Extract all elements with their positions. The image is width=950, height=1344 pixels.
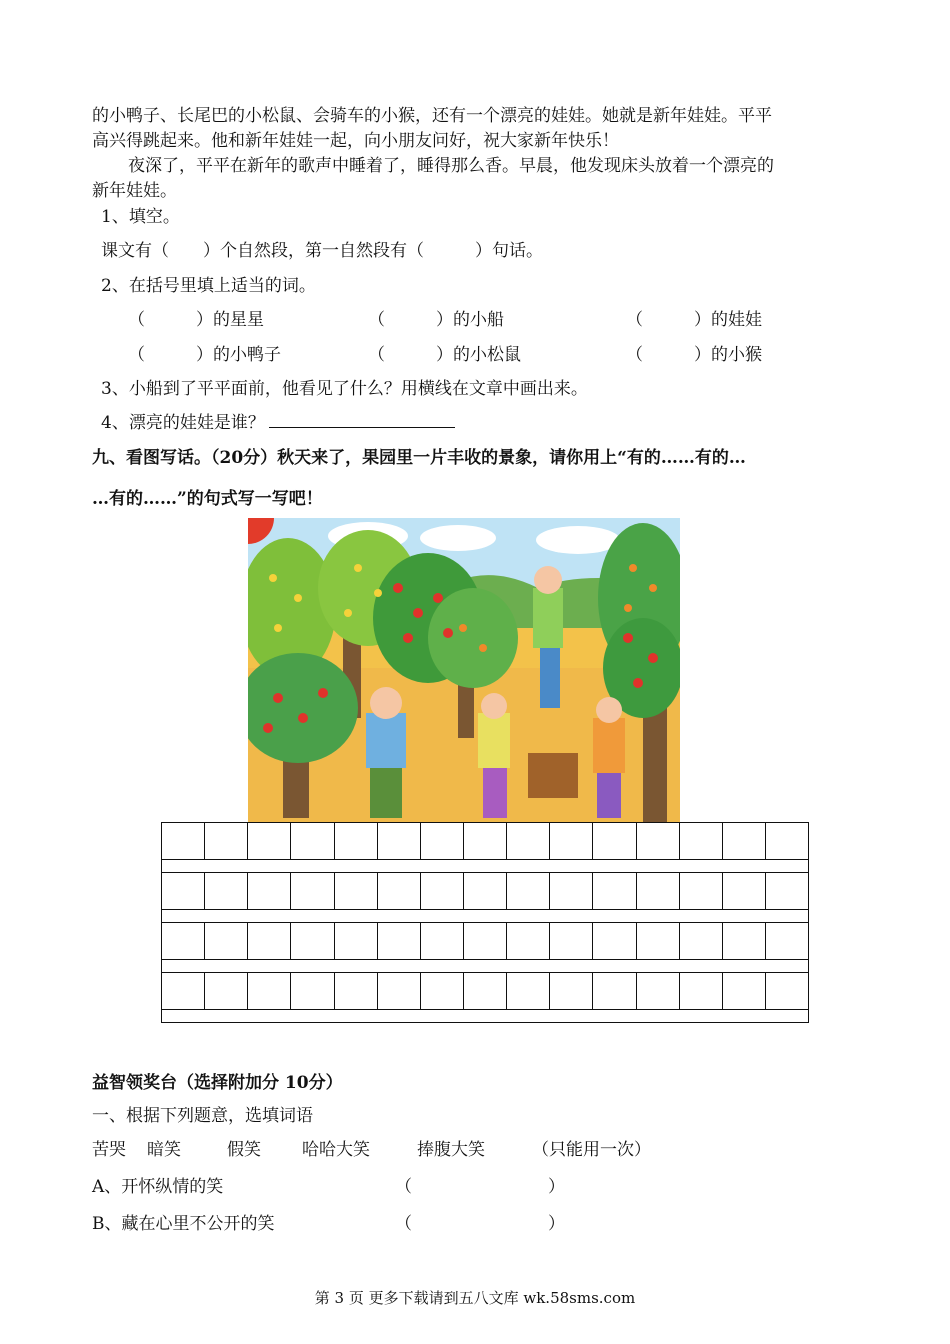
section-9-heading: 九、看图写话。（20分）秋天来了，果园里一片丰收的景象，请你用上“有的……有的… [92,448,746,468]
bonus-question-1-title: 一、根据下列题意，选填词语 [92,1106,313,1126]
bonus-item-b: B、藏在心里不公开的笑 [92,1214,275,1234]
word-choice: 暗笑 [147,1140,181,1160]
fill-blank-item: （ ）的小猴 [626,345,762,365]
grid-cell [162,973,205,1010]
grid-cell [723,823,766,860]
grid-cell [464,823,507,860]
grid-cell [162,873,205,910]
grid-cell [378,973,421,1010]
grid-cell [766,923,809,960]
grid-cell [680,823,723,860]
grid-cell [464,873,507,910]
passage-line: 的小鸭子、长尾巴的小松鼠、会骑车的小猴，还有一个漂亮的娃娃。她就是新年娃娃。平平 [92,106,772,126]
grid-row-gap [161,860,809,873]
grid-cell [378,923,421,960]
grid-cell [723,873,766,910]
grid-cell [507,823,550,860]
grid-cell [378,873,421,910]
grid-cell [421,923,464,960]
fill-blank-item: （ ）的小船 [368,310,504,330]
passage-line: 高兴得跳起来。他和新年娃娃一起，向小朋友问好，祝大家新年快乐！ [92,131,619,151]
grid-cell [335,923,378,960]
grid-row [161,822,809,860]
grid-cell [248,873,291,910]
grid-cell [464,973,507,1010]
grid-cell [248,923,291,960]
grid-cell [593,873,636,910]
grid-cell [593,823,636,860]
grid-cell [205,923,248,960]
grid-cell [464,923,507,960]
grid-row [161,973,809,1010]
grid-cell [421,873,464,910]
grid-cell [766,873,809,910]
question-1-text: 课文有（ ）个自然段，第一自然段有（ ）句话。 [101,241,543,261]
grid-cell [205,873,248,910]
grid-cell [680,873,723,910]
fill-blank-item: （ ）的星星 [128,310,264,330]
grid-cell [637,923,680,960]
grid-cell [162,923,205,960]
question-4-text: 4、漂亮的娃娃是谁？ [101,413,265,433]
answer-line [269,409,455,428]
fill-blank-item: （ ）的娃娃 [626,310,762,330]
writing-grid [161,822,809,1023]
grid-cell [291,823,334,860]
grid-row-gap [161,960,809,973]
question-2-title: 2、在括号里填上适当的词。 [101,276,316,296]
grid-cell [335,823,378,860]
grid-cell [507,973,550,1010]
grid-cell [421,823,464,860]
grid-cell [335,973,378,1010]
word-choice: 捧腹大笑 [417,1140,485,1160]
grid-cell [550,873,593,910]
grid-cell [550,923,593,960]
question-1-title: 1、填空。 [101,207,180,227]
grid-cell [507,873,550,910]
grid-cell [637,873,680,910]
grid-cell [766,973,809,1010]
grid-cell [291,923,334,960]
bonus-item-b-blank: （ ） [395,1214,565,1234]
fill-blank-item: （ ）的小松鼠 [368,345,521,365]
grid-cell [637,973,680,1010]
grid-cell [680,973,723,1010]
grid-cell [248,973,291,1010]
bonus-item-a: A、开怀纵情的笑 [92,1177,224,1197]
grid-row-gap [161,1010,809,1023]
grid-cell [550,973,593,1010]
grid-cell [507,923,550,960]
grid-cell [723,923,766,960]
fill-blank-item: （ ）的小鸭子 [128,345,281,365]
grid-row [161,873,809,910]
grid-row-gap [161,910,809,923]
grid-cell [766,823,809,860]
bonus-title: 益智领奖台（选择附加分 10分） [92,1073,343,1093]
grid-row [161,923,809,960]
grid-cell [205,973,248,1010]
page-footer: 第 3 页 更多下载请到五八文库 wk.58sms.com [314,1289,636,1307]
grid-cell [291,973,334,1010]
grid-cell [378,823,421,860]
question-4 [101,408,455,433]
grid-cell [421,973,464,1010]
grid-cell [291,873,334,910]
word-choice: 哈哈大笑 [302,1140,370,1160]
section-9-heading-cont: …有的……”的句式写一写吧！ [92,489,323,509]
grid-cell [593,923,636,960]
passage-line: 新年娃娃。 [92,181,177,201]
passage-line: 夜深了，平平在新年的歌声中睡着了，睡得那么香。早晨，他发现床头放着一个漂亮的 [128,156,774,176]
grid-cell [205,823,248,860]
grid-cell [162,823,205,860]
word-choice: 苦哭 [92,1140,126,1160]
grid-cell [637,823,680,860]
grid-cell [593,973,636,1010]
orchard-harvest-painting [248,518,680,822]
word-choice: 假笑 [227,1140,261,1160]
bonus-item-a-blank: （ ） [395,1177,565,1197]
question-3-text: 3、小船到了平平面前，他看见了什么？用横线在文章中画出来。 [101,379,588,399]
grid-cell [248,823,291,860]
grid-cell [723,973,766,1010]
word-choice-note: （只能用一次） [532,1140,651,1160]
grid-cell [550,823,593,860]
grid-cell [335,873,378,910]
grid-cell [680,923,723,960]
